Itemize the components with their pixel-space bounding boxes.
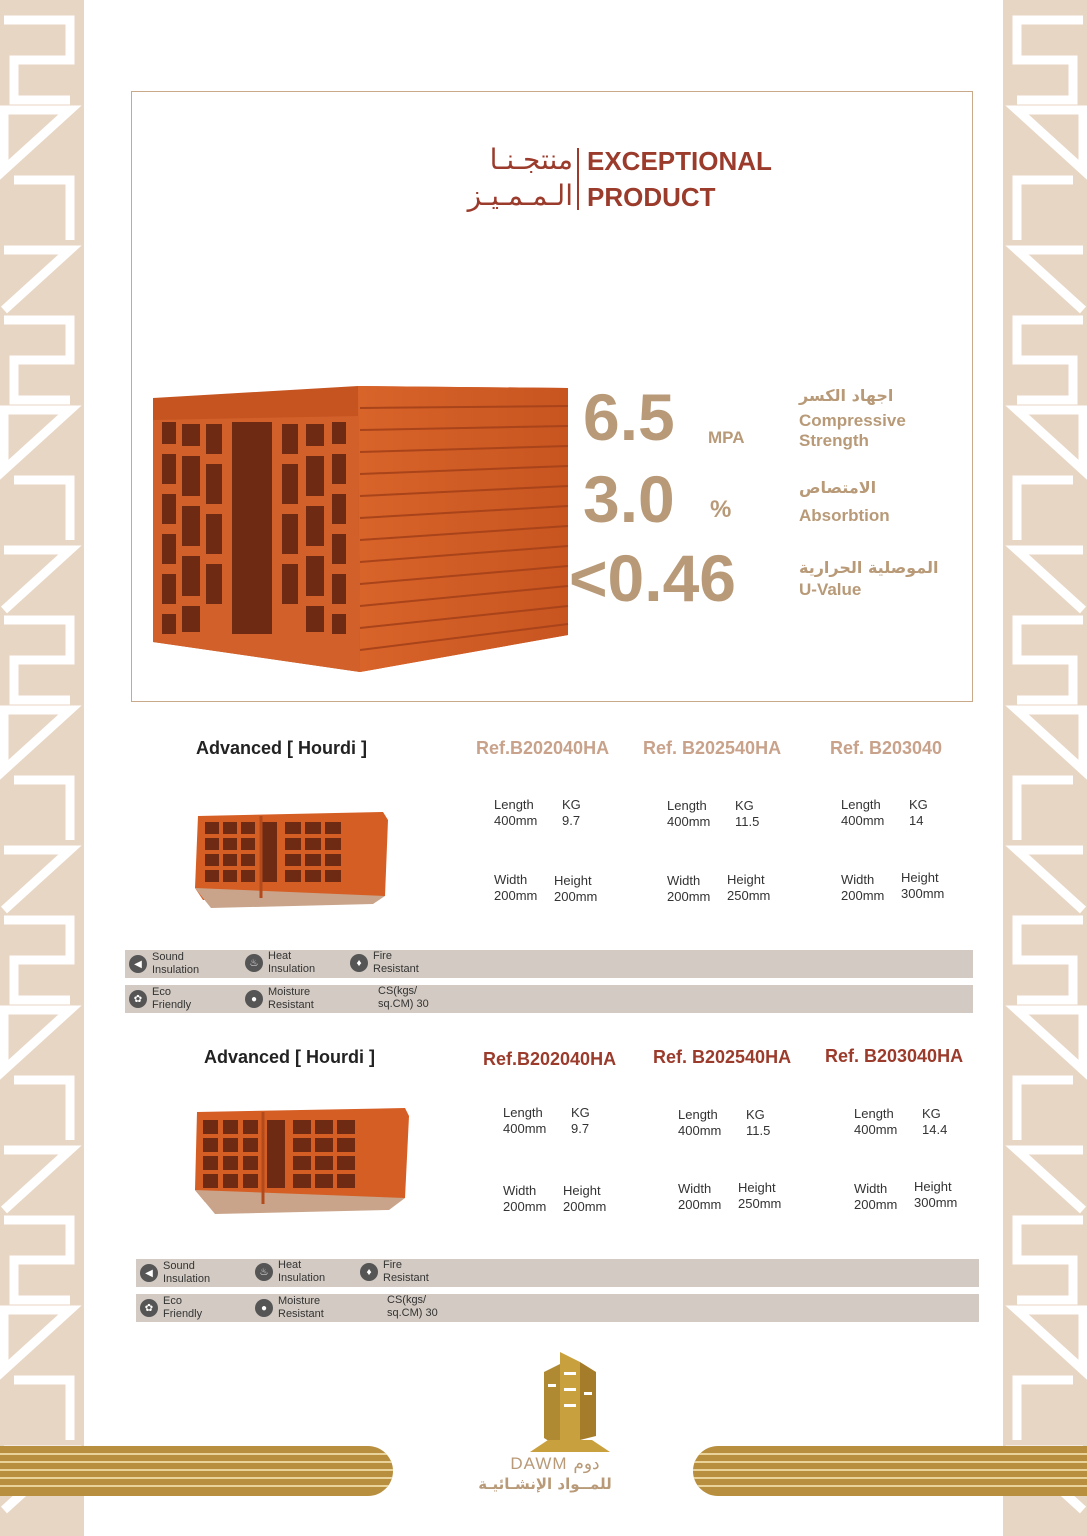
u-value-value: <0.46 bbox=[569, 541, 736, 615]
length-spec bbox=[503, 1105, 546, 1137]
width-label: Width bbox=[854, 1181, 888, 1196]
height-spec bbox=[738, 1180, 781, 1212]
height-spec bbox=[901, 870, 944, 902]
speaker-icon: ◀ bbox=[129, 955, 147, 973]
title-arabic-line1: منتجـنـا bbox=[489, 143, 573, 176]
height-value: 200mm bbox=[554, 889, 598, 904]
kg-label: KG bbox=[909, 797, 928, 812]
width-label: Width bbox=[678, 1181, 712, 1196]
width-value: 200mm bbox=[854, 1197, 898, 1212]
kg-spec bbox=[562, 797, 581, 829]
kg-label: KG bbox=[571, 1105, 590, 1120]
length-value: 400mm bbox=[854, 1122, 898, 1137]
width-value: 200mm bbox=[678, 1197, 722, 1212]
product-ref: Ref. B203040 bbox=[830, 738, 943, 758]
kg-spec bbox=[909, 797, 928, 829]
height-value: 250mm bbox=[738, 1196, 782, 1211]
height-spec bbox=[563, 1183, 606, 1215]
absorption-unit: % bbox=[710, 496, 732, 523]
product-ref: Ref.B202040HA bbox=[476, 738, 610, 758]
kg-value: 14 bbox=[909, 813, 924, 828]
width-label: Width bbox=[841, 872, 875, 887]
height-spec bbox=[727, 872, 770, 904]
width-spec bbox=[841, 872, 884, 904]
hourdi-brick-image bbox=[193, 808, 388, 910]
feature-label: Sound Insulation bbox=[163, 1260, 211, 1285]
feature-eco-friendly bbox=[140, 1295, 202, 1321]
width-spec bbox=[678, 1181, 721, 1213]
feature-label: Heat Insulation bbox=[268, 950, 316, 975]
title-english-line1: EXCEPTIONAL bbox=[587, 146, 772, 176]
feature-moisture-resistant bbox=[245, 986, 314, 1012]
company-logo-icon bbox=[505, 1352, 635, 1452]
width-spec bbox=[667, 873, 710, 905]
absorption-label-ar: الامتصاص bbox=[799, 478, 877, 497]
width-value: 200mm bbox=[841, 888, 885, 903]
feature-eco-friendly bbox=[129, 986, 191, 1012]
feature-label: Heat Insulation bbox=[278, 1259, 326, 1284]
feature-moisture-resistant bbox=[255, 1295, 324, 1321]
height-spec bbox=[554, 873, 597, 905]
length-value: 400mm bbox=[841, 813, 885, 828]
logo-name-ar-top: دوم bbox=[573, 1454, 600, 1473]
fire-icon: ♦ bbox=[350, 954, 368, 972]
logo-text-en bbox=[505, 1454, 605, 1474]
height-label: Height bbox=[727, 872, 765, 887]
logo-text-ar: للمــواد الإنشـائيـة bbox=[478, 1475, 612, 1493]
height-value: 200mm bbox=[563, 1199, 607, 1214]
width-spec bbox=[494, 872, 537, 904]
width-label: Width bbox=[494, 872, 528, 887]
featured-brick-image bbox=[148, 380, 573, 680]
feature-label: Moisture Resistant bbox=[268, 986, 314, 1011]
height-label: Height bbox=[738, 1180, 776, 1195]
length-value: 400mm bbox=[494, 813, 538, 828]
product-ref: Ref. B202540HA bbox=[653, 1047, 792, 1067]
height-value: 300mm bbox=[914, 1195, 958, 1210]
right-decorative-border bbox=[1003, 0, 1087, 1536]
kg-label: KG bbox=[746, 1107, 765, 1122]
product-title: Advanced [ Hourdi ] bbox=[204, 1047, 376, 1067]
width-value: 200mm bbox=[494, 888, 538, 903]
kg-value: 9.7 bbox=[562, 813, 581, 828]
thermometer-icon: ♨ bbox=[255, 1263, 273, 1281]
feature-compressive-strength bbox=[378, 985, 429, 1011]
compressive-strength-unit: MPA bbox=[708, 428, 745, 447]
feature-label: Fire Resistant bbox=[373, 950, 419, 975]
kg-label: KG bbox=[922, 1106, 941, 1121]
height-value: 250mm bbox=[727, 888, 771, 903]
width-spec bbox=[854, 1181, 897, 1213]
product-ref: Ref. B202540HA bbox=[643, 738, 782, 758]
feature-heat-insulation bbox=[255, 1259, 325, 1285]
product-ref: Ref.B202040HA bbox=[483, 1049, 617, 1069]
product-ref: Ref. B203040HA bbox=[825, 1046, 964, 1066]
feature-label: Eco Friendly bbox=[163, 1295, 203, 1320]
width-label: Width bbox=[667, 873, 701, 888]
product-title: Advanced [ Hourdi ] bbox=[196, 738, 368, 758]
height-label: Height bbox=[901, 870, 939, 885]
height-spec bbox=[914, 1179, 957, 1211]
feature-fire-resistant bbox=[360, 1259, 429, 1285]
height-label: Height bbox=[563, 1183, 601, 1198]
moisture-drop-icon: ● bbox=[255, 1299, 273, 1317]
hourdi-brick-image bbox=[193, 1106, 411, 1218]
length-spec bbox=[494, 797, 537, 829]
length-value: 400mm bbox=[503, 1121, 547, 1136]
width-value: 200mm bbox=[503, 1199, 547, 1214]
thermometer-icon: ♨ bbox=[245, 954, 263, 972]
kg-value: 14.4 bbox=[922, 1122, 948, 1137]
feature-label: Fire Resistant bbox=[383, 1259, 429, 1284]
compressive-strength-value: 6.5 bbox=[583, 380, 675, 454]
kg-label: KG bbox=[562, 797, 581, 812]
title-arabic-line2: الـمـمـيـز bbox=[467, 179, 573, 212]
fire-icon: ♦ bbox=[360, 1263, 378, 1281]
feature-heat-insulation bbox=[245, 950, 315, 976]
kg-spec bbox=[735, 798, 759, 830]
width-spec bbox=[503, 1183, 546, 1215]
feature-sound-insulation bbox=[129, 951, 199, 977]
kg-value: 9.7 bbox=[571, 1121, 590, 1136]
kg-label: KG bbox=[735, 798, 754, 813]
length-label: Length bbox=[667, 798, 707, 813]
logo-name-en: DAWM bbox=[510, 1454, 568, 1473]
length-spec bbox=[678, 1107, 721, 1139]
title-divider bbox=[577, 148, 579, 210]
title-english-line2: PRODUCT bbox=[587, 182, 716, 212]
feature-compressive-strength bbox=[387, 1294, 438, 1320]
eco-leaf-icon: ✿ bbox=[140, 1299, 158, 1317]
speaker-icon: ◀ bbox=[140, 1264, 158, 1282]
u-value-label: U-Value bbox=[799, 580, 862, 599]
height-label: Height bbox=[554, 873, 592, 888]
eco-leaf-icon: ✿ bbox=[129, 990, 147, 1008]
feature-label: CS(kgs/ sq.CM) 30 bbox=[378, 985, 429, 1010]
feature-label: Eco Friendly bbox=[152, 986, 192, 1011]
footer-band-right bbox=[693, 1446, 1087, 1496]
footer-band-left bbox=[0, 1446, 393, 1496]
length-label: Length bbox=[503, 1105, 543, 1120]
length-label: Length bbox=[494, 797, 534, 812]
kg-spec bbox=[571, 1105, 590, 1137]
length-value: 400mm bbox=[678, 1123, 722, 1138]
feature-label: CS(kgs/ sq.CM) 30 bbox=[387, 1294, 438, 1319]
length-spec bbox=[854, 1106, 897, 1138]
length-label: Length bbox=[854, 1106, 894, 1121]
absorption-value: 3.0 bbox=[583, 462, 675, 536]
left-decorative-border bbox=[0, 0, 84, 1536]
u-value-label-ar: الموصلية الحرارية bbox=[799, 558, 939, 577]
width-value: 200mm bbox=[667, 889, 711, 904]
compressive-strength-label: Compressive Strength bbox=[799, 411, 906, 450]
absorption-label: Absorbtion bbox=[799, 506, 890, 525]
feature-label: Sound Insulation bbox=[152, 951, 200, 976]
kg-value: 11.5 bbox=[735, 814, 760, 829]
kg-value: 11.5 bbox=[746, 1123, 771, 1138]
height-value: 300mm bbox=[901, 886, 945, 901]
length-label: Length bbox=[678, 1107, 718, 1122]
feature-sound-insulation bbox=[140, 1260, 210, 1286]
height-label: Height bbox=[914, 1179, 952, 1194]
length-label: Length bbox=[841, 797, 881, 812]
feature-label: Moisture Resistant bbox=[278, 1295, 324, 1320]
compressive-strength-label-ar: اجهاد الكسر bbox=[799, 386, 894, 405]
kg-spec bbox=[922, 1106, 947, 1138]
title-english bbox=[587, 143, 772, 215]
feature-fire-resistant bbox=[350, 950, 419, 976]
title-arabic bbox=[443, 142, 573, 214]
width-label: Width bbox=[503, 1183, 537, 1198]
kg-spec bbox=[746, 1107, 770, 1139]
length-spec bbox=[667, 798, 710, 830]
length-value: 400mm bbox=[667, 814, 711, 829]
moisture-drop-icon: ● bbox=[245, 990, 263, 1008]
length-spec bbox=[841, 797, 884, 829]
